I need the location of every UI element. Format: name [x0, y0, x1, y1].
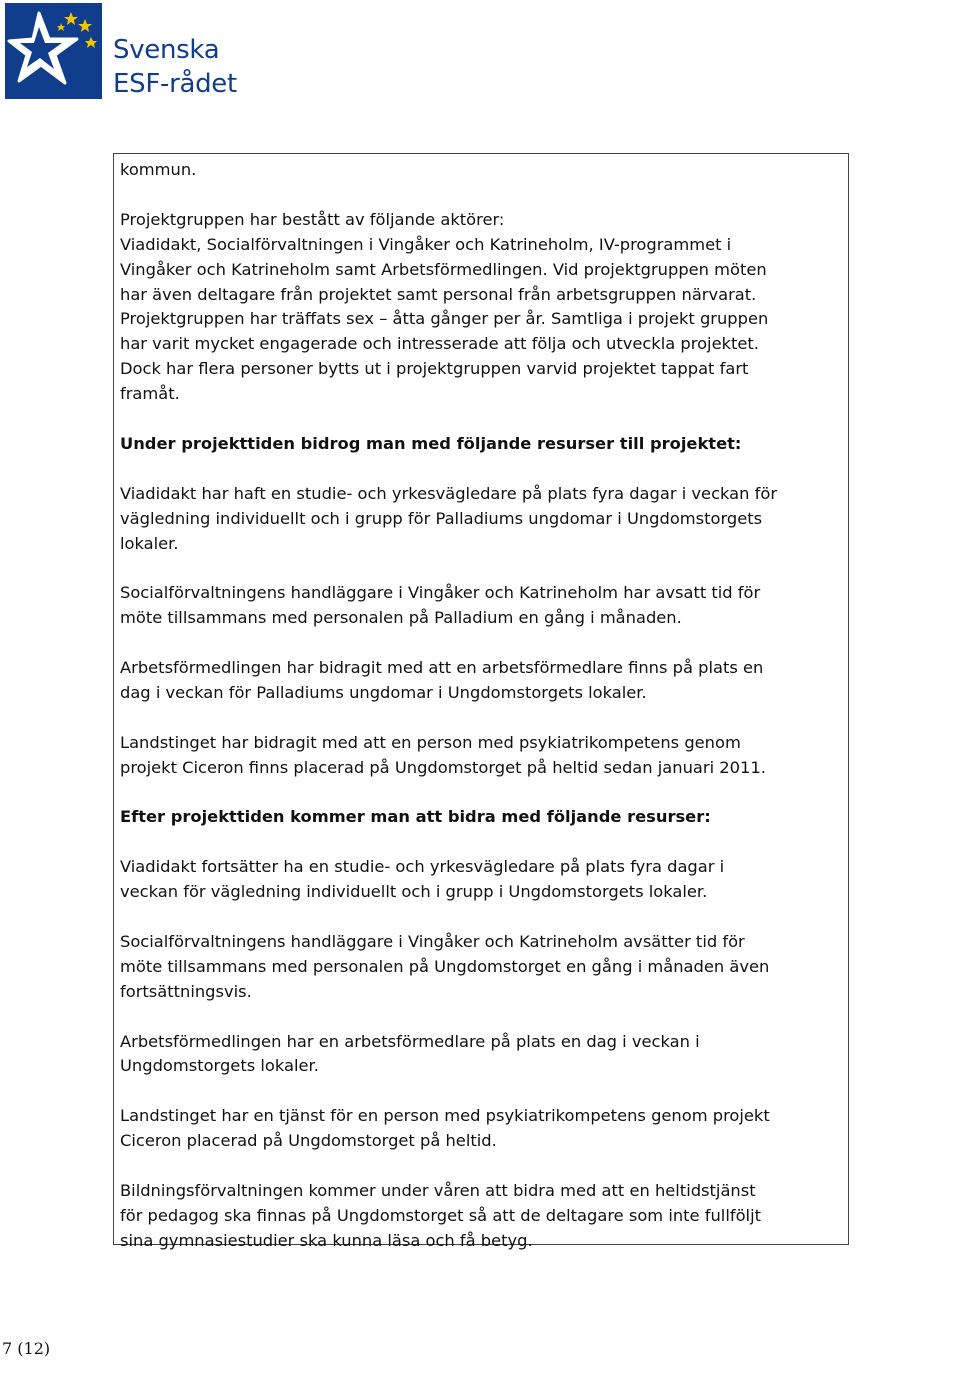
- text-line: fortsättningsvis.: [120, 981, 252, 1001]
- section-heading: [120, 805, 848, 830]
- text-line: Projektgruppen har träffats sex – åtta gånger per år. Samtliga i projekt gruppen: [120, 309, 769, 329]
- text-line: Viadidakt har haft en studie- och yrkesvägledare på plats fyra dagar i veckan för: [120, 483, 778, 503]
- text-line: Socialförvaltningens handläggare i Vingåker och Katrineholm avsätter tid för: [120, 931, 745, 951]
- text-line: möte tillsammans med personalen på Ungdomstorget en gång i månaden även: [120, 956, 770, 976]
- esf-star-emblem: [5, 3, 102, 99]
- star-icon: [5, 3, 102, 99]
- text-line: Viadidakt fortsätter ha en studie- och yrkesvägledare på plats fyra dagar i: [120, 857, 725, 877]
- text-line: har även deltagare från projektet samt personal från arbetsgruppen närvarat.: [120, 284, 757, 304]
- text-line: Under projekttiden bidrog man med följande resurser till projektet:: [120, 433, 742, 453]
- text-line: Efter projekttiden kommer man att bidra med följande resurser:: [120, 807, 711, 827]
- text-line: kommun.: [120, 160, 197, 179]
- text-line: Socialförvaltningens handläggare i Vingåker och Katrineholm har avsatt tid för: [120, 583, 761, 603]
- text-line: lokaler.: [120, 533, 179, 553]
- esf-logo: [5, 3, 235, 99]
- text-line: har varit mycket engagerade och intresserade att följa och utveckla projektet.: [120, 334, 759, 354]
- paragraph: [120, 581, 848, 631]
- logo-line-2: ESF-rådet: [113, 69, 237, 99]
- text-line: Landstinget har bidragit med att en person med psykiatrikompetens genom: [120, 732, 741, 752]
- text-line: Arbetsförmedlingen har bidragit med att en arbetsförmedlare finns på plats en: [120, 658, 764, 678]
- text-line: veckan för vägledning individuellt och i grupp i Ungdomstorgets lokaler.: [120, 882, 708, 902]
- text-line: dag i veckan för Palladiums ungdomar i Ungdomstorgets lokaler.: [120, 682, 647, 702]
- text-line: för pedagog ska finnas på Ungdomstorget så att de deltagare som inte fullföljt: [120, 1205, 761, 1225]
- paragraph: [120, 656, 848, 706]
- paragraph: [120, 855, 848, 905]
- text-line: Bildningsförvaltningen kommer under våren att bidra med att en heltidstjänst: [120, 1180, 756, 1200]
- esf-logo-text: [113, 33, 237, 101]
- page-number: 7 (12): [2, 1339, 51, 1358]
- text-line: Viadidakt, Socialförvaltningen i Vingåker och Katrineholm, IV-programmet i: [120, 234, 732, 254]
- logo-line-1: Svenska: [113, 35, 220, 65]
- document-body: [120, 158, 848, 1279]
- paragraph: [120, 158, 848, 183]
- paragraph: [120, 208, 848, 407]
- text-line: möte tillsammans med personalen på Palladium en gång i månaden.: [120, 608, 682, 628]
- text-line: Arbetsförmedlingen har en arbetsförmedlare på plats en dag i veckan i: [120, 1031, 700, 1051]
- paragraph: [120, 731, 848, 781]
- paragraph: [120, 930, 848, 1005]
- paragraph: [120, 1030, 848, 1080]
- paragraph: [120, 1179, 848, 1254]
- text-line: Dock har flera personer bytts ut i projektgruppen varvid projektet tappat fart: [120, 359, 749, 379]
- text-line: Vingåker och Katrineholm samt Arbetsförmedlingen. Vid projektgruppen möten: [120, 259, 767, 279]
- paragraph: [120, 482, 848, 557]
- text-line: Landstinget har en tjänst för en person med psykiatrikompetens genom projekt: [120, 1106, 770, 1126]
- paragraph: [120, 1104, 848, 1154]
- text-line: vägledning individuellt och i grupp för Palladiums ungdomar i Ungdomstorgets: [120, 508, 763, 528]
- text-line: Projektgruppen har bestått av följande aktörer:: [120, 209, 505, 229]
- text-line: framåt.: [120, 384, 180, 404]
- text-line: Ciceron placerad på Ungdomstorget på heltid.: [120, 1131, 497, 1151]
- section-heading: [120, 432, 848, 457]
- text-line: sina gymnasiestudier ska kunna läsa och få betyg.: [120, 1230, 533, 1250]
- text-line: Ungdomstorgets lokaler.: [120, 1056, 319, 1076]
- text-line: projekt Ciceron finns placerad på Ungdomstorget på heltid sedan januari 2011.: [120, 757, 766, 777]
